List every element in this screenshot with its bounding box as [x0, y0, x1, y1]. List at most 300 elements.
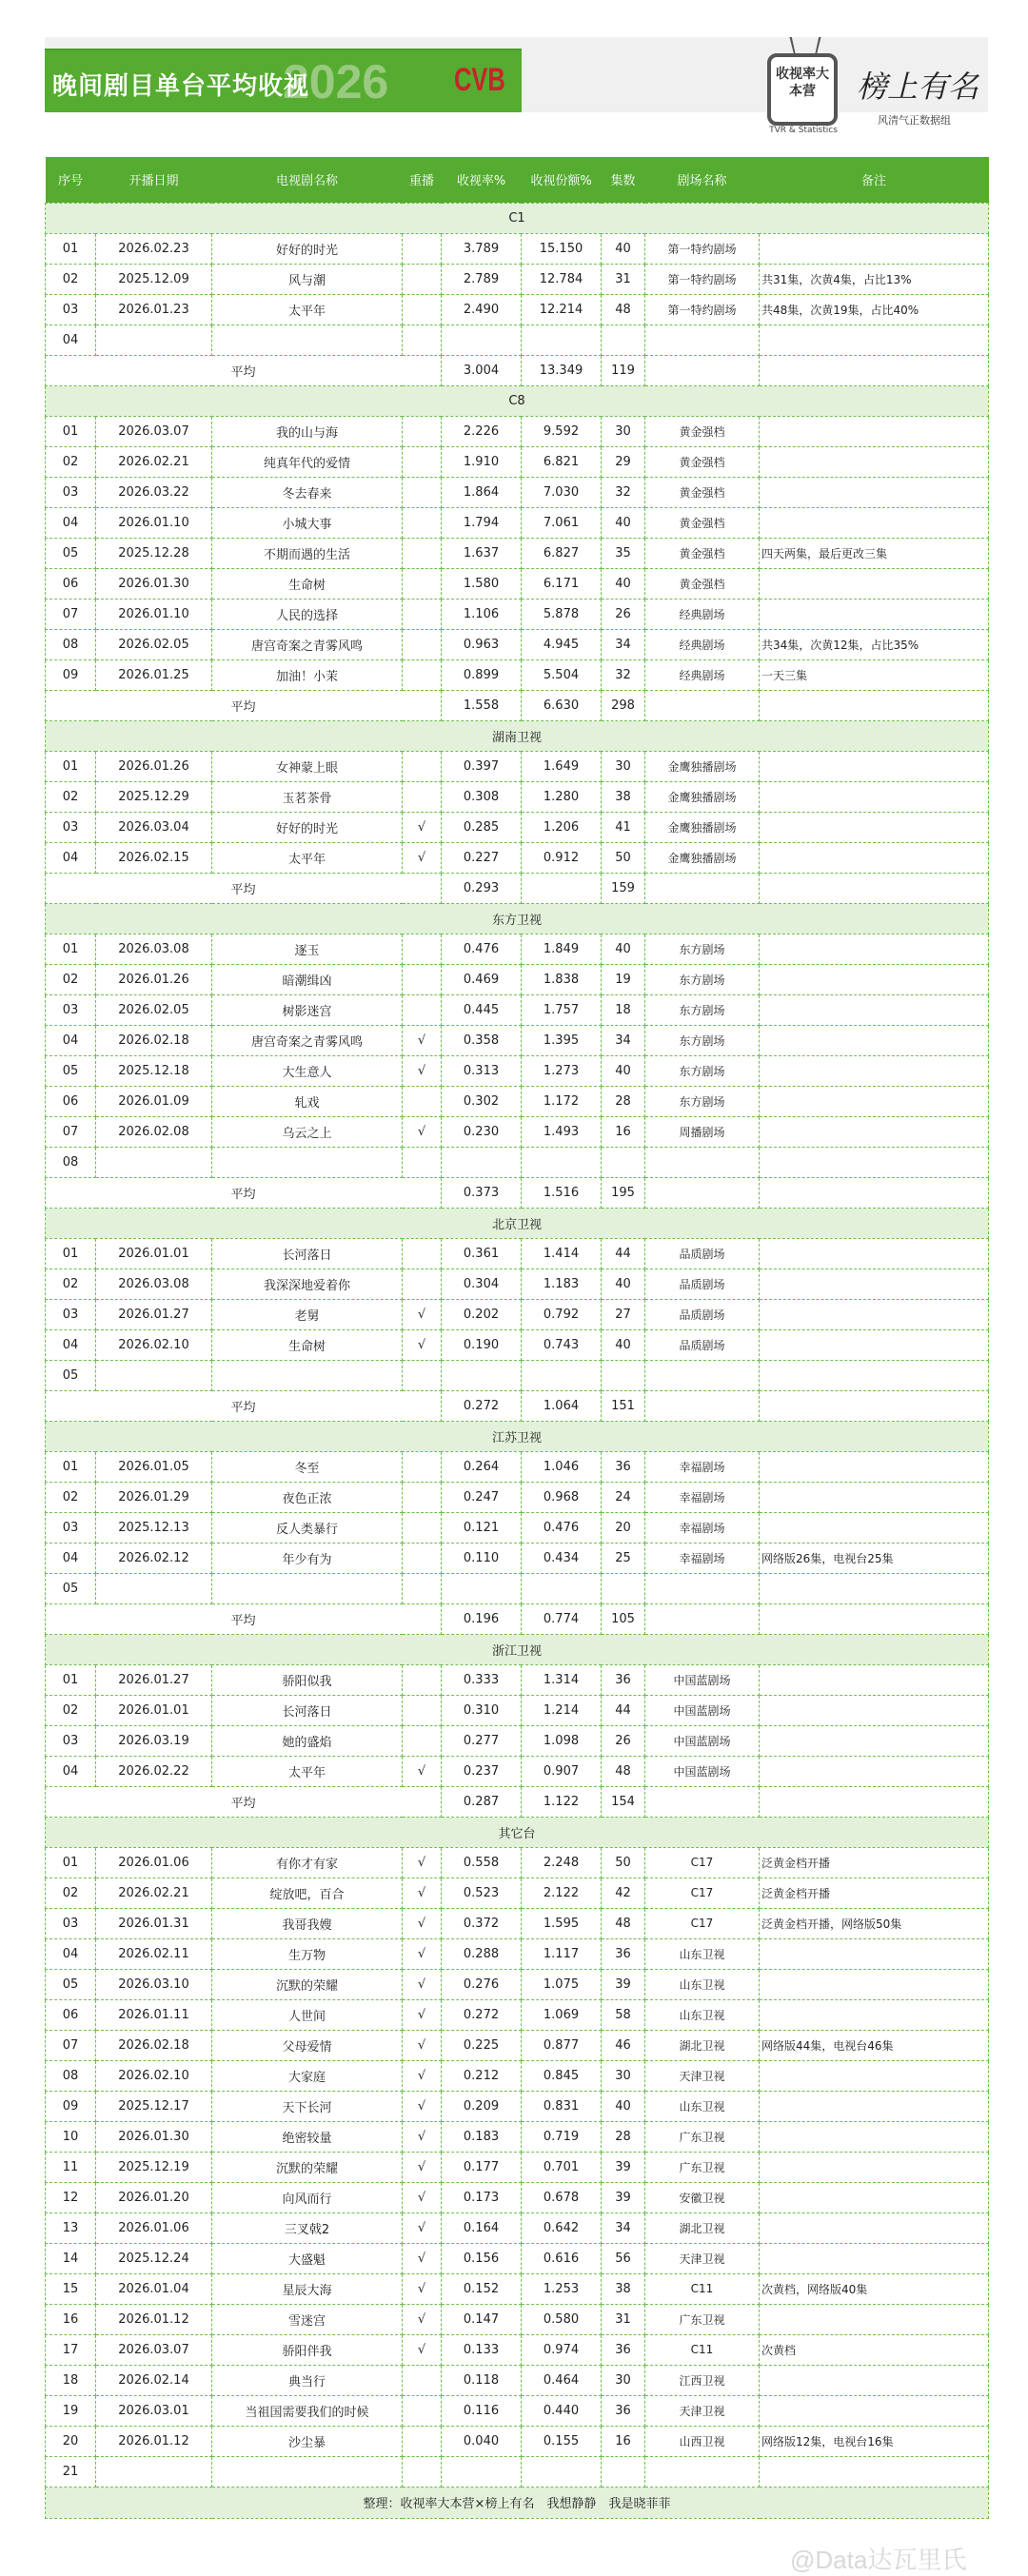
cell-no: 01 [46, 416, 96, 446]
cell-note: 共48集，次黄19集，占比40% [760, 294, 989, 324]
cell-rerun [403, 264, 442, 294]
cell-rating: 0.372 [442, 1908, 522, 1938]
table-row [46, 2304, 989, 2334]
cell-title: 树影迷宫 [212, 994, 403, 1025]
cell-rating: 0.237 [442, 1756, 522, 1786]
cell-title: 我的山与海 [212, 416, 403, 446]
cell-title: 我深深地爱着你 [212, 1268, 403, 1299]
cell-rating [442, 1573, 522, 1603]
section-header-row [46, 903, 989, 934]
cell-episodes: 50 [602, 1847, 645, 1878]
cell-episodes: 58 [602, 1999, 645, 2030]
cell-theater: C17 [645, 1878, 760, 1908]
cell-rerun: √ [403, 1025, 442, 1055]
average-episodes: 154 [602, 1786, 645, 1817]
cell-rating: 1.864 [442, 477, 522, 507]
average-share: 0.774 [522, 1603, 602, 1634]
year-label: 2026 [283, 55, 389, 108]
cell-share: 1.214 [522, 1695, 602, 1725]
cell-share: 6.171 [522, 568, 602, 599]
cell-rating: 0.209 [442, 2091, 522, 2121]
cell-theater: 安徽卫视 [645, 2182, 760, 2212]
cell-date: 2026.02.10 [96, 1329, 212, 1360]
cell-note [760, 2182, 989, 2212]
cell-no: 05 [46, 1969, 96, 1999]
cell-title: 好好的时光 [212, 233, 403, 264]
cell-note [760, 1329, 989, 1360]
cell-title: 大盛魁 [212, 2243, 403, 2273]
cell-theater: 东方剧场 [645, 1025, 760, 1055]
cell-rerun: √ [403, 1908, 442, 1938]
cell-share: 1.395 [522, 1025, 602, 1055]
cell-episodes: 16 [602, 2426, 645, 2456]
cell-episodes: 40 [602, 1055, 645, 1086]
cell-share: 0.912 [522, 842, 602, 873]
cell-date: 2026.01.12 [96, 2304, 212, 2334]
table-row [46, 1695, 989, 1725]
section-title: 浙江卫视 [46, 1634, 989, 1664]
cell-rating: 0.397 [442, 751, 522, 781]
cell-no: 04 [46, 324, 96, 355]
cell-note [760, 233, 989, 264]
cell-episodes: 50 [602, 842, 645, 873]
cell-rerun [403, 934, 442, 964]
cell-share: 6.827 [522, 538, 602, 568]
table-row [46, 2152, 989, 2182]
cell-episodes: 29 [602, 446, 645, 477]
cell-rating: 0.285 [442, 812, 522, 842]
cell-date: 2026.02.18 [96, 1025, 212, 1055]
average-label: 平均 [46, 1786, 442, 1817]
logo1-subtitle: TVR & Statistics [769, 126, 838, 135]
cell-note [760, 2091, 989, 2121]
cell-rating: 0.445 [442, 994, 522, 1025]
logo1-text: 收视率大本营 [776, 67, 829, 99]
cell-title: 当祖国需要我们的时候 [212, 2395, 403, 2426]
table-row [46, 1482, 989, 1512]
cell-share: 0.907 [522, 1756, 602, 1786]
cell-no: 06 [46, 568, 96, 599]
cell-rating: 0.358 [442, 1025, 522, 1055]
cell-share: 1.595 [522, 1908, 602, 1938]
cell-note [760, 842, 989, 873]
cell-date: 2026.03.07 [96, 416, 212, 446]
cell-title: 人民的选择 [212, 599, 403, 629]
cell-rerun: √ [403, 2273, 442, 2304]
average-share: 1.064 [522, 1390, 602, 1421]
cell-no: 02 [46, 446, 96, 477]
cell-rerun [403, 568, 442, 599]
cell-rating: 1.637 [442, 538, 522, 568]
cell-note: 一天三集 [760, 659, 989, 690]
cell-date: 2026.03.08 [96, 934, 212, 964]
cell-rerun: √ [403, 2334, 442, 2365]
cell-episodes: 40 [602, 1329, 645, 1360]
cell-theater: C11 [645, 2334, 760, 2365]
cell-rerun: √ [403, 2182, 442, 2212]
cell-theater [645, 355, 760, 385]
cell-episodes: 34 [602, 629, 645, 659]
cell-note [760, 2395, 989, 2426]
cell-no: 05 [46, 538, 96, 568]
cell-rerun: √ [403, 2091, 442, 2121]
table-row [46, 1329, 989, 1360]
cell-date: 2026.01.12 [96, 2426, 212, 2456]
table-row [46, 1299, 989, 1329]
cell-theater: 湖北卫视 [645, 2030, 760, 2060]
cell-episodes: 38 [602, 2273, 645, 2304]
cell-rating: 1.580 [442, 568, 522, 599]
cell-rerun [403, 599, 442, 629]
cell-title: 玉茗茶骨 [212, 781, 403, 812]
cell-rerun: √ [403, 2030, 442, 2060]
cell-episodes: 32 [602, 659, 645, 690]
cell-share: 0.845 [522, 2060, 602, 2091]
column-header-title: 电视剧名称 [212, 157, 403, 203]
cell-no: 01 [46, 1664, 96, 1695]
cell-episodes: 40 [602, 2091, 645, 2121]
table-row [46, 538, 989, 568]
cell-no: 14 [46, 2243, 96, 2273]
cell-rating: 0.313 [442, 1055, 522, 1086]
average-rating: 0.272 [442, 1390, 522, 1421]
cell-theater: 黄金强档 [645, 477, 760, 507]
cell-title: 太平年 [212, 842, 403, 873]
cell-theater [645, 1147, 760, 1177]
average-rating: 1.558 [442, 690, 522, 720]
cell-date: 2026.01.26 [96, 964, 212, 994]
cell-title: 父母爱情 [212, 2030, 403, 2060]
cell-note: 泛黄金档开播 [760, 1847, 989, 1878]
cell-no: 09 [46, 659, 96, 690]
cell-share: 1.069 [522, 1999, 602, 2030]
average-row [46, 1603, 989, 1634]
cell-share: 1.849 [522, 934, 602, 964]
cell-rerun: √ [403, 1878, 442, 1908]
cell-share: 0.476 [522, 1512, 602, 1543]
cell-rerun: √ [403, 1055, 442, 1086]
cell-theater: 第一特约剧场 [645, 233, 760, 264]
cell-date: 2025.12.17 [96, 2091, 212, 2121]
cell-date: 2026.01.01 [96, 1238, 212, 1268]
cell-rating: 0.177 [442, 2152, 522, 2182]
cell-note [760, 1025, 989, 1055]
cell-share: 6.821 [522, 446, 602, 477]
cell-no: 06 [46, 1999, 96, 2030]
cell-share: 0.434 [522, 1543, 602, 1573]
cell-note [760, 1725, 989, 1756]
cell-share: 0.701 [522, 2152, 602, 2182]
cell-date: 2026.03.01 [96, 2395, 212, 2426]
cell-no: 05 [46, 1573, 96, 1603]
cell-date [96, 1573, 212, 1603]
cell-title [212, 324, 403, 355]
cell-share: 12.784 [522, 264, 602, 294]
cell-date: 2026.03.22 [96, 477, 212, 507]
cell-rerun: √ [403, 1847, 442, 1878]
cell-rerun [403, 964, 442, 994]
table-row [46, 751, 989, 781]
table-row [46, 1847, 989, 1878]
table-row [46, 2334, 989, 2365]
cell-share [522, 1147, 602, 1177]
cell-no: 13 [46, 2212, 96, 2243]
cell-title: 大生意人 [212, 1055, 403, 1086]
cell-no: 01 [46, 751, 96, 781]
table-row [46, 1025, 989, 1055]
cell-share: 0.678 [522, 2182, 602, 2212]
cell-theater: 湖北卫视 [645, 2212, 760, 2243]
cell-rerun: √ [403, 1969, 442, 1999]
cell-theater: 周播剧场 [645, 1116, 760, 1147]
cell-no: 01 [46, 233, 96, 264]
cell-rerun [403, 1360, 442, 1390]
cell-title: 好好的时光 [212, 812, 403, 842]
cell-share [522, 2456, 602, 2487]
cell-title: 不期而遇的生活 [212, 538, 403, 568]
cell-title: 生万物 [212, 1938, 403, 1969]
cell-share: 2.122 [522, 1878, 602, 1908]
cell-title: 沉默的荣耀 [212, 1969, 403, 1999]
cell-date: 2026.01.11 [96, 1999, 212, 2030]
average-episodes: 119 [602, 355, 645, 385]
cell-theater: 山东卫视 [645, 1999, 760, 2030]
table-row [46, 1086, 989, 1116]
cell-rating: 0.272 [442, 1999, 522, 2030]
cell-theater: 广东卫视 [645, 2152, 760, 2182]
cell-rating [442, 1147, 522, 1177]
cell-note [760, 324, 989, 355]
cell-note [760, 1512, 989, 1543]
cell-date: 2026.02.08 [96, 1116, 212, 1147]
average-share: 1.516 [522, 1177, 602, 1208]
cell-theater: 山西卫视 [645, 2426, 760, 2456]
cell-rerun: √ [403, 1999, 442, 2030]
cell-episodes: 41 [602, 812, 645, 842]
average-rating: 0.287 [442, 1786, 522, 1817]
table-row [46, 1938, 989, 1969]
cell-theater: 江西卫视 [645, 2365, 760, 2395]
cell-share: 1.649 [522, 751, 602, 781]
column-header-no: 序号 [46, 157, 96, 203]
cell-title: 有你才有家 [212, 1847, 403, 1878]
cell-rerun [403, 994, 442, 1025]
cell-note [760, 1999, 989, 2030]
average-episodes: 159 [602, 873, 645, 903]
cell-theater: 品质剧场 [645, 1329, 760, 1360]
cell-episodes: 39 [602, 2182, 645, 2212]
cell-no: 04 [46, 1543, 96, 1573]
cell-no: 05 [46, 1055, 96, 1086]
table-row [46, 1512, 989, 1543]
cell-rating: 0.288 [442, 1938, 522, 1969]
cell-title: 我哥我嫂 [212, 1908, 403, 1938]
cell-rating: 3.789 [442, 233, 522, 264]
cell-episodes: 30 [602, 2365, 645, 2395]
cell-title: 年少有为 [212, 1543, 403, 1573]
cell-title: 轧戏 [212, 1086, 403, 1116]
cell-no: 03 [46, 294, 96, 324]
cell-rating [442, 1360, 522, 1390]
table-row [46, 2182, 989, 2212]
cell-note: 网络版26集，电视台25集 [760, 1543, 989, 1573]
cell-rating: 0.361 [442, 1238, 522, 1268]
cell-rating: 0.963 [442, 629, 522, 659]
ratings-table [45, 157, 989, 2519]
cell-note [760, 2152, 989, 2182]
table-row [46, 2243, 989, 2273]
cell-note: 四天两集，最后更改三集 [760, 538, 989, 568]
cell-theater: 黄金强档 [645, 446, 760, 477]
cell-no: 01 [46, 1847, 96, 1878]
cell-theater: 金鹰独播剧场 [645, 751, 760, 781]
cell-title: 夜色正浓 [212, 1482, 403, 1512]
cell-title: 冬去春来 [212, 477, 403, 507]
cell-rerun [403, 1543, 442, 1573]
cell-no: 03 [46, 1725, 96, 1756]
cell-no: 02 [46, 1268, 96, 1299]
cell-theater: 经典剧场 [645, 599, 760, 629]
cell-title: 沉默的荣耀 [212, 2152, 403, 2182]
cell-date: 2026.02.12 [96, 1543, 212, 1573]
cell-rerun [403, 1451, 442, 1482]
cell-theater: 天津卫视 [645, 2060, 760, 2091]
table-row [46, 629, 989, 659]
cell-title: 唐宫奇案之青雾风鸣 [212, 629, 403, 659]
cell-rerun: √ [403, 1329, 442, 1360]
cell-episodes: 36 [602, 1664, 645, 1695]
cell-episodes: 42 [602, 1878, 645, 1908]
cell-rating: 0.147 [442, 2304, 522, 2334]
cell-rerun: √ [403, 2243, 442, 2273]
section-title: C8 [46, 385, 989, 416]
cell-no: 21 [46, 2456, 96, 2487]
cell-rating: 0.164 [442, 2212, 522, 2243]
cell-episodes: 40 [602, 233, 645, 264]
table-header-row [46, 157, 989, 203]
cell-date: 2026.02.11 [96, 1938, 212, 1969]
column-header-date: 开播日期 [96, 157, 212, 203]
cell-rerun: √ [403, 1938, 442, 1969]
table-row [46, 2395, 989, 2426]
cell-theater: 东方剧场 [645, 1086, 760, 1116]
cell-share: 0.580 [522, 2304, 602, 2334]
cell-rerun [403, 1695, 442, 1725]
cell-title: 天下长河 [212, 2091, 403, 2121]
cell-date: 2026.02.22 [96, 1756, 212, 1786]
cell-title: 反人类暴行 [212, 1512, 403, 1543]
cell-share [522, 1573, 602, 1603]
table-row [46, 1543, 989, 1573]
cell-rating: 0.308 [442, 781, 522, 812]
cell-share: 5.878 [522, 599, 602, 629]
average-share [522, 873, 602, 903]
average-rating: 3.004 [442, 355, 522, 385]
cell-rerun [403, 1268, 442, 1299]
cell-title: 三叉戟2 [212, 2212, 403, 2243]
cell-date: 2026.01.05 [96, 1451, 212, 1482]
cell-date: 2026.03.08 [96, 1268, 212, 1299]
title-banner [45, 49, 522, 112]
section-title: 江苏卫视 [46, 1421, 989, 1451]
cell-share: 1.253 [522, 2273, 602, 2304]
cell-share: 0.464 [522, 2365, 602, 2395]
cell-note [760, 2243, 989, 2273]
table-row [46, 233, 989, 264]
section-title: 其它台 [46, 1817, 989, 1847]
cell-rerun: √ [403, 1116, 442, 1147]
cell-episodes: 30 [602, 416, 645, 446]
table-row [46, 1360, 989, 1390]
cell-rerun [403, 507, 442, 538]
cell-title: 小城大事 [212, 507, 403, 538]
cell-theater: 黄金强档 [645, 538, 760, 568]
cell-episodes: 40 [602, 934, 645, 964]
cell-note [760, 355, 989, 385]
cell-rerun [403, 538, 442, 568]
table-row [46, 1055, 989, 1086]
cell-episodes: 24 [602, 1482, 645, 1512]
cell-episodes: 18 [602, 994, 645, 1025]
cell-episodes [602, 324, 645, 355]
cell-date: 2026.02.14 [96, 2365, 212, 2395]
table-row [46, 1664, 989, 1695]
cell-rating: 2.226 [442, 416, 522, 446]
cell-share: 1.280 [522, 781, 602, 812]
cell-no: 20 [46, 2426, 96, 2456]
table-row [46, 2060, 989, 2091]
cell-no: 07 [46, 599, 96, 629]
cell-rating: 0.118 [442, 2365, 522, 2395]
cell-note [760, 873, 989, 903]
cell-rerun [403, 446, 442, 477]
cell-episodes: 48 [602, 1908, 645, 1938]
cell-date: 2026.01.29 [96, 1482, 212, 1512]
cell-date: 2026.01.20 [96, 2182, 212, 2212]
table-row [46, 1451, 989, 1482]
cell-rating: 0.333 [442, 1664, 522, 1695]
cell-date: 2026.01.01 [96, 1695, 212, 1725]
cell-rating: 0.190 [442, 1329, 522, 1360]
cell-rerun: √ [403, 2152, 442, 2182]
cell-episodes: 40 [602, 568, 645, 599]
table-row [46, 1999, 989, 2030]
cell-no: 03 [46, 1299, 96, 1329]
cell-rating: 1.794 [442, 507, 522, 538]
cell-rerun [403, 416, 442, 446]
cell-theater: 品质剧场 [645, 1299, 760, 1329]
section-header-row [46, 385, 989, 416]
cell-note [760, 1268, 989, 1299]
table-row [46, 1908, 989, 1938]
cell-title: 沙尘暴 [212, 2426, 403, 2456]
cell-episodes: 40 [602, 1268, 645, 1299]
section-title: C1 [46, 203, 989, 233]
column-header-episodes: 集数 [602, 157, 645, 203]
cell-theater: 中国蓝剧场 [645, 1725, 760, 1756]
cell-share: 5.504 [522, 659, 602, 690]
cell-theater: 金鹰独播剧场 [645, 781, 760, 812]
cell-note: 泛黄金档开播，网络版50集 [760, 1908, 989, 1938]
cell-share: 1.757 [522, 994, 602, 1025]
cell-note [760, 1573, 989, 1603]
cell-rerun: √ [403, 2060, 442, 2091]
cell-share: 0.831 [522, 2091, 602, 2121]
cell-theater: 第一特约剧场 [645, 294, 760, 324]
cell-episodes: 27 [602, 1299, 645, 1329]
cell-date: 2026.02.15 [96, 842, 212, 873]
table-row [46, 1238, 989, 1268]
